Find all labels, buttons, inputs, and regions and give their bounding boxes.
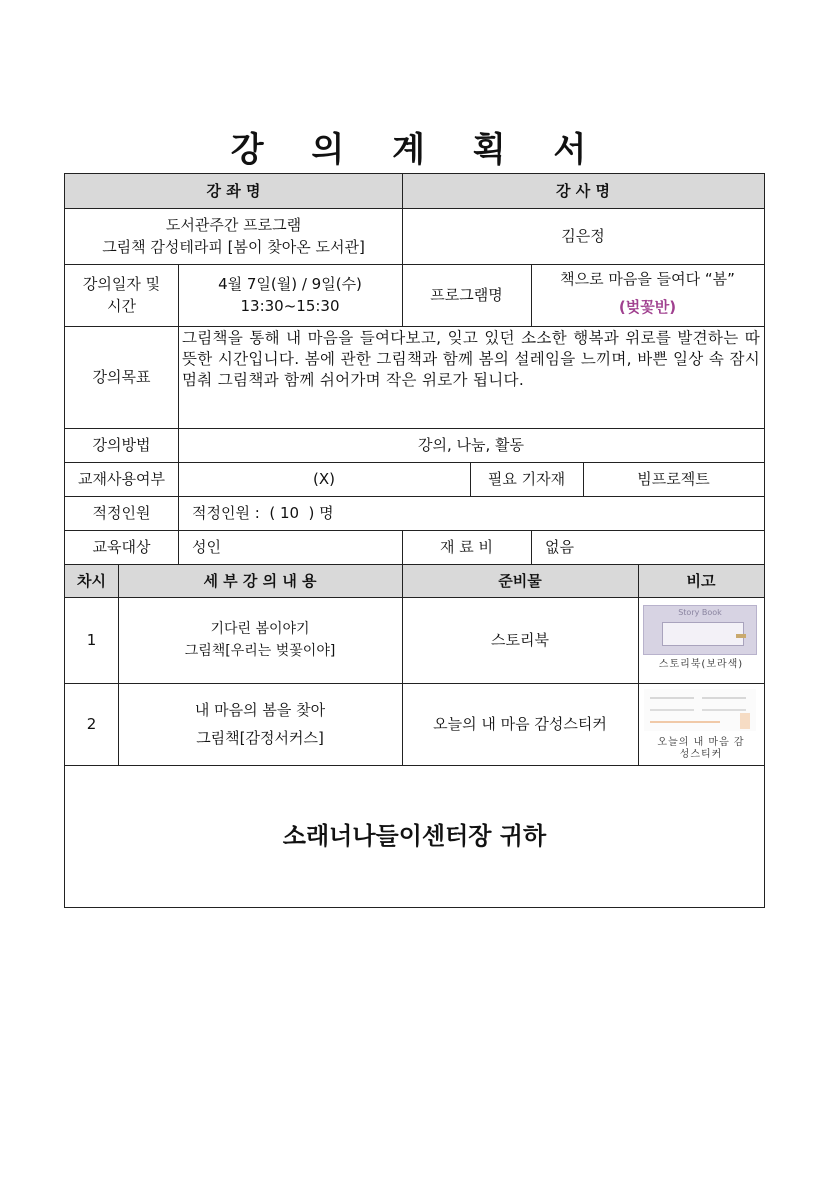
instructor-header: 강 사 명 bbox=[402, 174, 764, 208]
storybook-accent bbox=[736, 634, 746, 638]
row1-content bbox=[118, 597, 402, 683]
row1-note-caption: 스토리북(보라색) bbox=[658, 659, 744, 670]
col-header-content: 세 부 강 의 내 용 bbox=[118, 564, 402, 597]
row1-note bbox=[638, 597, 764, 683]
schedule-value bbox=[178, 264, 402, 326]
row2-material: 오늘의 내 마음 감성스티커 bbox=[433, 715, 607, 733]
program-title-text: 책으로 마음을 들여다 “봄” bbox=[560, 270, 735, 288]
row2-content-line1: 내 마음의 봄을 찾아 bbox=[194, 701, 326, 719]
course-name-line2: 그림책 감성테라피 [봄이 찾아온 도서관] bbox=[102, 238, 365, 256]
textbook-value: (X) bbox=[313, 470, 335, 488]
sticker-line-3 bbox=[650, 709, 694, 711]
course-name-line1: 도서관주간 프로그램 bbox=[165, 216, 302, 234]
instructor-name: 김은정 bbox=[561, 227, 605, 245]
row2-session: 2 bbox=[86, 715, 97, 733]
equipment-value: 빔프로젝트 bbox=[637, 470, 710, 488]
row1-content-line1: 기다린 봄이야기 bbox=[210, 621, 310, 637]
course-name bbox=[65, 208, 402, 264]
sticker-line-1 bbox=[650, 697, 694, 699]
col-header-session: 차시 bbox=[65, 564, 118, 597]
schedule-label bbox=[65, 264, 178, 326]
equipment-label: 필요 기자재 bbox=[487, 470, 566, 488]
target-value: 성인 bbox=[192, 538, 221, 556]
schedule-time: 13:30~15:30 bbox=[240, 297, 340, 315]
document-title: 강 의 계 획 서 bbox=[230, 130, 605, 170]
fee-label: 재 료 비 bbox=[439, 538, 493, 556]
sticker-mark bbox=[740, 713, 750, 729]
target-label: 교육대상 bbox=[92, 538, 151, 556]
schedule-date: 4월 7일(월) / 9일(수) bbox=[218, 275, 362, 293]
sticker-line-4 bbox=[702, 709, 746, 711]
program-class: (벚꽃반) bbox=[618, 298, 677, 316]
row1-session: 1 bbox=[86, 631, 97, 649]
row1-content-line2: 그림책[우리는 벚꽃이야] bbox=[184, 643, 336, 659]
row1-material: 스토리북 bbox=[491, 631, 549, 649]
program-label: 프로그램명 bbox=[430, 286, 503, 304]
method-value: 강의, 나눔, 활동 bbox=[417, 436, 524, 454]
row2-note-caption: 오늘의 내 마음 감 성스티커 bbox=[657, 737, 745, 760]
sticker-line-5 bbox=[650, 721, 720, 723]
storybook-thumbnail bbox=[643, 605, 757, 655]
recipient: 소래너나들이센터장 귀하 bbox=[282, 822, 547, 850]
goal-label: 강의목표 bbox=[92, 368, 151, 386]
course-name-header: 강 좌 명 bbox=[65, 174, 402, 208]
storybook-thumbnail-title: Story Book bbox=[678, 608, 722, 617]
schedule-label-text: 강의일자 및 시간 bbox=[82, 275, 161, 315]
method-label: 강의방법 bbox=[92, 436, 151, 454]
program-title bbox=[531, 264, 764, 326]
sticker-thumbnail bbox=[644, 689, 756, 731]
row2-content bbox=[118, 683, 402, 765]
row2-content-line2: 그림책[감정서커스] bbox=[196, 729, 324, 747]
capacity-label: 적정인원 bbox=[92, 504, 151, 522]
goal-text: 그림책을 통해 내 마음을 들여다보고, 잊고 있던 소소한 행복과 위로를 발견하는 따뜻한 시간입니다. 봄에 관한 그림책과 함께 봄의 설레임을 느끼며, 바쁜 일상 속 잠시 멈춰 그림책과 함께 쉬어가며 작은 위로가 됩니다. bbox=[182, 329, 760, 389]
col-header-material: 준비물 bbox=[402, 564, 638, 597]
fee-value: 없음 bbox=[545, 538, 574, 556]
capacity-value: 적정인원 : ( 10 ) 명 bbox=[192, 504, 334, 522]
textbook-label: 교재사용여부 bbox=[78, 470, 165, 488]
storybook-page bbox=[662, 622, 744, 646]
row2-note bbox=[638, 683, 764, 765]
col-header-note: 비고 bbox=[638, 564, 764, 597]
sticker-line-2 bbox=[702, 697, 746, 699]
